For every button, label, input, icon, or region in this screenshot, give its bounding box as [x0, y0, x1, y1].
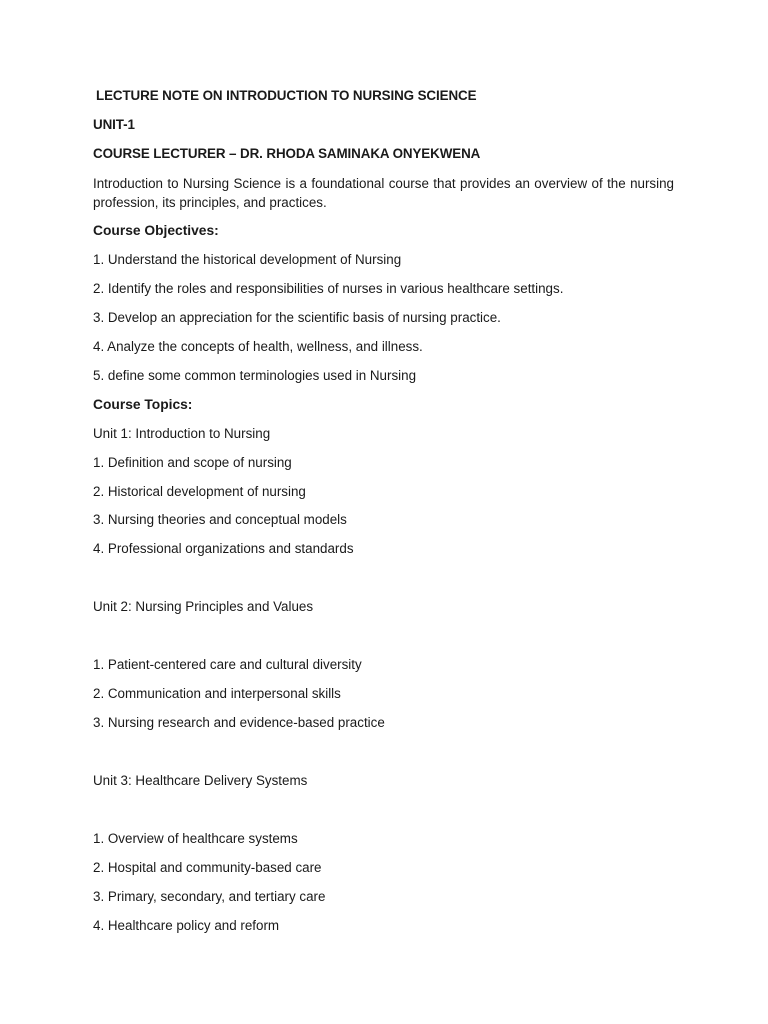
objective-item: 1. Understand the historical development of Nursing: [93, 252, 402, 267]
topic-item: 4. Professional organizations and standards: [93, 541, 354, 556]
topic-item: 2. Communication and interpersonal skills: [93, 686, 341, 701]
topic-item: 3. Primary, secondary, and tertiary care: [93, 889, 326, 904]
objective-item: 2. Identify the roles and responsibilities of nurses in various healthcare settings.: [93, 281, 564, 296]
unit-title: Unit 2: Nursing Principles and Values: [93, 599, 314, 614]
document-title: LECTURE NOTE ON INTRODUCTION TO NURSING SCIENCE: [96, 88, 477, 103]
objectives-heading: Course Objectives:: [93, 223, 219, 238]
topic-item: 1. Overview of healthcare systems: [93, 831, 298, 846]
objective-item: 4. Analyze the concepts of health, wellness, and illness.: [93, 339, 423, 354]
topic-item: 2. Hospital and community-based care: [93, 860, 322, 875]
objective-item: 3. Develop an appreciation for the scientific basis of nursing practice.: [93, 310, 501, 325]
unit-title: Unit 3: Healthcare Delivery Systems: [93, 773, 308, 788]
objective-item: 5. define some common terminologies used in Nursing: [93, 368, 417, 383]
topic-item: 1. Definition and scope of nursing: [93, 455, 292, 470]
unit-title: Unit 1: Introduction to Nursing: [93, 426, 271, 441]
unit-label: UNIT-1: [93, 117, 135, 132]
topics-heading: Course Topics:: [93, 397, 193, 412]
topic-item: 1. Patient-centered care and cultural diversity: [93, 657, 362, 672]
intro-paragraph: Introduction to Nursing Science is a foundational course that provides an overview of the nursing profession, its principles, and practices.: [93, 176, 674, 210]
topic-item: 2. Historical development of nursing: [93, 484, 306, 499]
topic-item: 4. Healthcare policy and reform: [93, 918, 280, 933]
course-lecturer: COURSE LECTURER – DR. RHODA SAMINAKA ONYEKWENA: [93, 146, 481, 161]
topic-item: 3. Nursing research and evidence-based practice: [93, 715, 385, 730]
topic-item: 3. Nursing theories and conceptual models: [93, 512, 347, 527]
